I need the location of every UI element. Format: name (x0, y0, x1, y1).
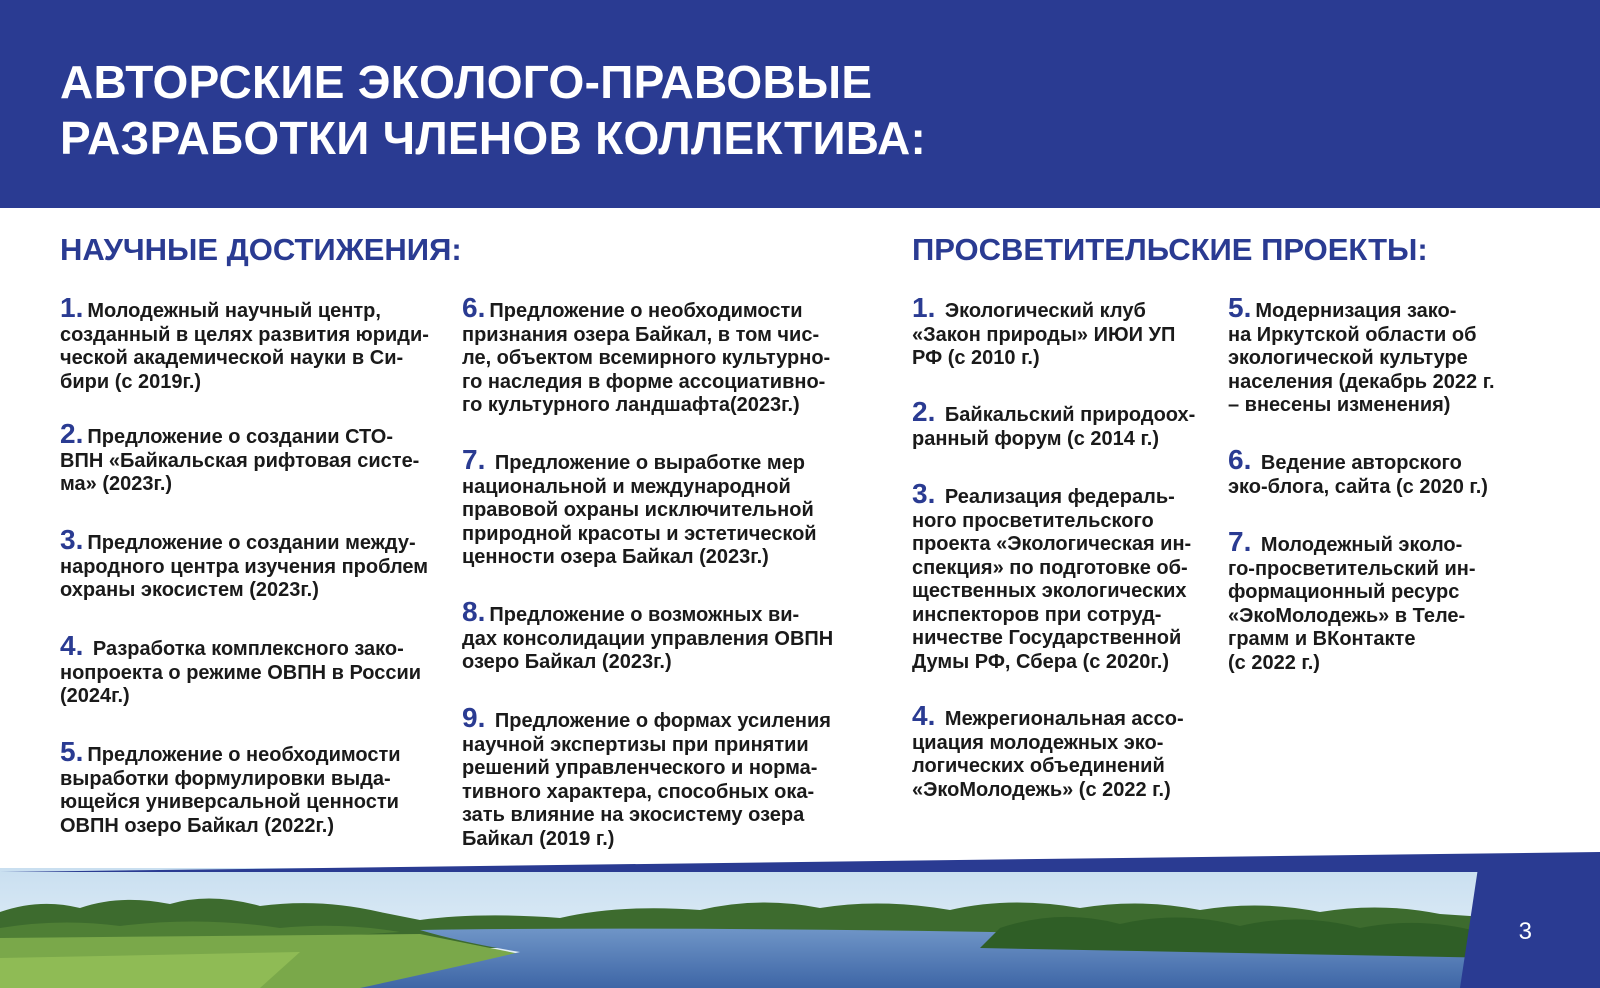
item-line: научной экспертизы при принятии (462, 733, 809, 756)
item-number: 7. (1228, 526, 1252, 557)
item-line (1228, 526, 1533, 558)
education-item-6 (1228, 444, 1533, 499)
item-line (60, 736, 450, 768)
education-item-2 (912, 396, 1217, 451)
item-line: (с 2022 г.) (1228, 651, 1320, 674)
item-line: ОВПН озеро Байкал (2022г.) (60, 814, 335, 837)
item-line: правовой охраны исключительной (462, 499, 814, 521)
item-line: признания озера Байкал, в том чис- (462, 323, 820, 346)
item-text: Байкальский природоох- (939, 404, 1196, 426)
item-line: зать влияние на экосистему озера (462, 804, 805, 826)
science-item-6 (462, 292, 862, 418)
item-line: на Иркутской области об (1228, 323, 1477, 346)
science-item-2 (60, 418, 450, 497)
science-item-8 (462, 596, 862, 675)
item-number: 2. (912, 396, 936, 427)
item-number: 9. (462, 702, 486, 733)
item-number: 5. (60, 736, 84, 767)
science-item-1 (60, 292, 450, 394)
item-line (912, 396, 1217, 428)
item-line: щественных экологических (912, 580, 1187, 602)
item-text: Молодежный научный центр, (87, 300, 381, 322)
item-number: 1. (912, 292, 936, 323)
item-line: Думы РФ, Сбера (с 2020г.) (912, 650, 1169, 673)
item-line: грамм и ВКонтакте (1228, 628, 1416, 650)
item-number: 4. (60, 630, 84, 661)
item-number: 1. (60, 292, 84, 323)
item-line: циация молодежных эко- (912, 731, 1164, 754)
footer-stripe-shape (0, 852, 1600, 872)
item-line: ного просветительского (912, 509, 1154, 532)
item-number: 7. (462, 444, 486, 475)
item-line: выработки формулировки выда- (60, 767, 391, 790)
item-line: (2024г.) (60, 685, 130, 707)
item-text: Предложение о возможных ви- (489, 604, 800, 626)
science-item-3 (60, 524, 450, 603)
item-line: дах консолидации управления ОВПН (462, 627, 834, 650)
item-number: 2. (60, 418, 84, 449)
title-line-2: РАЗРАБОТКИ ЧЛЕНОВ КОЛЛЕКТИВА: (60, 112, 927, 164)
item-line: формационный ресурс (1228, 581, 1460, 603)
item-line: ценности озера Байкал (2023г.) (462, 546, 769, 568)
item-line: – внесены изменения) (1228, 394, 1451, 416)
item-line (462, 292, 862, 324)
item-line: озеро Байкал (2023г.) (462, 651, 672, 673)
item-line: бири (с 2019г.) (60, 370, 202, 393)
item-line: «Закон природы» ИЮИ УП (912, 323, 1176, 346)
item-line: ющейся универсальной ценности (60, 791, 399, 813)
header-banner (0, 0, 1600, 208)
item-text: Предложение о необходимости (87, 744, 401, 766)
item-line: ранный форум (с 2014 г.) (912, 427, 1159, 450)
item-line: РФ (с 2010 г.) (912, 347, 1040, 369)
item-text: Предложение о выработке мер (489, 452, 805, 474)
item-line: природной красоты и эстетической (462, 522, 817, 545)
item-line (60, 418, 450, 450)
item-text: Ведение авторского (1255, 452, 1462, 474)
item-line: ле, объектом всемирного культурно- (462, 347, 831, 369)
item-text: Разработка комплексного зако- (87, 638, 404, 660)
item-line: тивного характера, способных ока- (462, 780, 815, 803)
item-line: логических объединений (912, 755, 1165, 777)
item-line: нопроекта о режиме ОВПН в России (60, 661, 422, 684)
item-line: национальной и международной (462, 475, 791, 498)
item-line (60, 524, 450, 556)
item-number: 3. (60, 524, 84, 555)
item-line: ВПН «Байкальская рифтовая систе- (60, 449, 420, 472)
item-text: Межрегиональная ассо- (939, 708, 1184, 730)
item-number: 3. (912, 478, 936, 509)
item-line: инспекторов при сотруд- (912, 603, 1162, 626)
education-item-5 (1228, 292, 1533, 418)
item-line: ческой академической науки в Си- (60, 347, 404, 369)
footer-stripe (0, 852, 1600, 872)
science-item-9 (462, 702, 862, 851)
title-line-1: АВТОРСКИЕ ЭКОЛОГО-ПРАВОВЫЕ (60, 56, 873, 108)
item-line: эко-блога, сайта (с 2020 г.) (1228, 475, 1488, 498)
item-text: Реализация федераль- (939, 486, 1175, 508)
item-line: «ЭкоМолодежь» в Теле- (1228, 604, 1466, 627)
item-line: спекция» по подготовке об- (912, 556, 1188, 579)
education-item-3 (912, 478, 1217, 674)
education-item-4 (912, 700, 1217, 802)
science-item-4 (60, 630, 450, 709)
item-text: Экологический клуб (939, 300, 1146, 322)
footer-banner (0, 868, 1600, 988)
item-line (912, 700, 1217, 732)
page-number: 3 (1518, 918, 1532, 945)
item-line: населения (декабрь 2022 г. (1228, 370, 1495, 393)
item-line: охраны экосистем (2023г.) (60, 579, 319, 601)
item-text: Модернизация зако- (1255, 300, 1457, 322)
item-line: Байкал (2019 г.) (462, 827, 615, 850)
item-line (912, 478, 1217, 510)
item-number: 8. (462, 596, 486, 627)
item-line: го наследия в форме ассоциативно- (462, 370, 826, 393)
item-line (462, 444, 862, 476)
item-text: Предложение о формах усиления (489, 710, 831, 732)
item-line: народного центра изучения проблем (60, 555, 429, 578)
science-item-7 (462, 444, 862, 570)
item-line: «ЭкоМолодежь» (с 2022 г.) (912, 778, 1171, 801)
education-item-7 (1228, 526, 1533, 675)
item-text: Предложение о необходимости (489, 300, 803, 322)
education-heading: ПРОСВЕТИТЕЛЬСКИЕ ПРОЕКТЫ: (912, 232, 1428, 267)
item-line (1228, 444, 1533, 476)
item-line (462, 596, 862, 628)
item-line (912, 292, 1217, 324)
item-line (1228, 292, 1533, 324)
item-number: 4. (912, 700, 936, 731)
item-line: го культурного ландшафта(2023г.) (462, 394, 800, 416)
item-line (60, 630, 450, 662)
item-text: Предложение о создании между- (87, 532, 416, 554)
item-line: ничестве Государственной (912, 627, 1182, 649)
item-line: созданный в целях развития юриди- (60, 323, 429, 346)
item-line (462, 702, 862, 734)
item-number: 5. (1228, 292, 1252, 323)
item-line: экологической культуре (1228, 347, 1468, 369)
item-line: решений управленческого и норма- (462, 757, 818, 779)
science-heading: НАУЧНЫЕ ДОСТИЖЕНИЯ: (60, 232, 462, 267)
item-line: го-просветительский ин- (1228, 557, 1476, 580)
item-number: 6. (1228, 444, 1252, 475)
item-line (60, 292, 450, 324)
page-title (60, 54, 926, 166)
item-line: проекта «Экологическая ин- (912, 533, 1192, 555)
science-item-5 (60, 736, 450, 838)
item-number: 6. (462, 292, 486, 323)
item-line: ма» (2023г.) (60, 473, 173, 495)
education-item-1 (912, 292, 1217, 371)
landscape-photo (0, 868, 1600, 988)
item-text: Молодежный эколо- (1255, 534, 1463, 556)
item-text: Предложение о создании СТО- (87, 426, 393, 448)
